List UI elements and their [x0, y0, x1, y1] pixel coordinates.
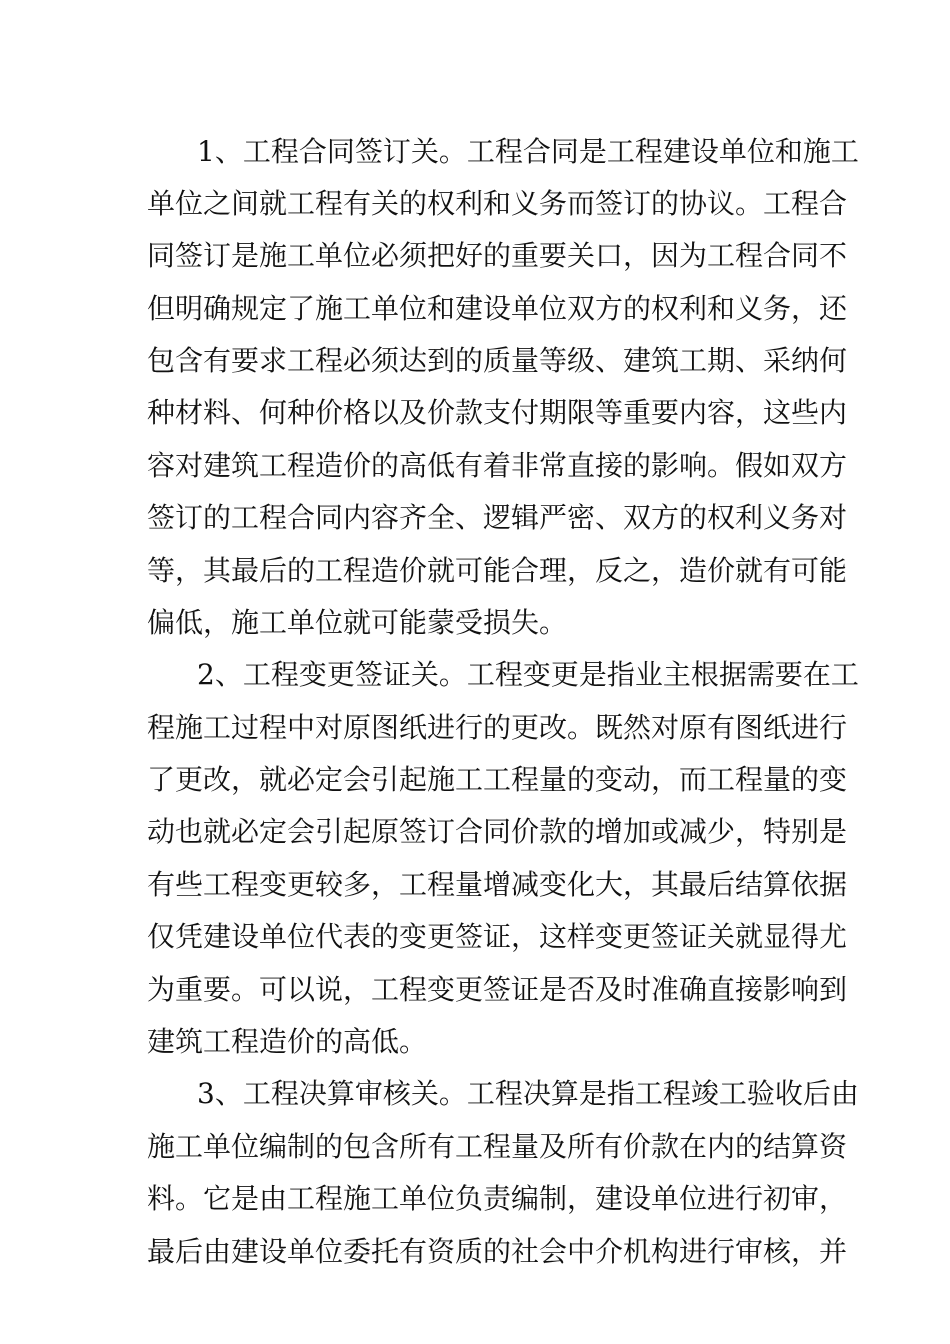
text-line: 但明确规定了施工单位和建设单位双方的权利和义务，还: [147, 292, 848, 325]
text-line: 建筑工程造价的高低。: [147, 1025, 428, 1058]
text-line: 种材料、何种价格以及价款支付期限等重要内容，这些内: [147, 396, 848, 429]
text-line: 仅凭建设单位代表的变更签证，这样变更签证关就显得尤: [147, 920, 848, 953]
text-line: 程施工过程中对原图纸进行的更改。既然对原有图纸进行: [147, 711, 848, 744]
text-line: 最后由建设单位委托有资质的社会中介机构进行审核，并: [147, 1235, 848, 1268]
text-line: 等，其最后的工程造价就可能合理，反之，造价就有可能: [147, 554, 848, 587]
text-line: 3、工程决算审核关。工程决算是指工程竣工验收后由: [197, 1077, 859, 1110]
text-line: 1、工程合同签订关。工程合同是工程建设单位和施工: [197, 135, 859, 168]
text-line: 动也就必定会引起原签订合同价款的增加或减少，特别是: [147, 815, 848, 848]
text-line: 包含有要求工程必须达到的质量等级、建筑工期、采纳何: [147, 344, 848, 377]
text-line: 了更改，就必定会引起施工工程量的变动，而工程量的变: [147, 763, 848, 796]
text-line: 容对建筑工程造价的高低有着非常直接的影响。假如双方: [147, 449, 848, 482]
text-line: 2、工程变更签证关。工程变更是指业主根据需要在工: [197, 658, 859, 691]
text-line: 有些工程变更较多，工程量增减变化大，其最后结算依据: [147, 868, 848, 901]
text-line: 单位之间就工程有关的权利和义务而签订的协议。工程合: [147, 187, 848, 220]
text-line: 料。它是由工程施工单位负责编制，建设单位进行初审，: [147, 1182, 848, 1215]
text-line: 施工单位编制的包含所有工程量及所有价款在内的结算资: [147, 1130, 848, 1163]
text-line: 为重要。可以说，工程变更签证是否及时准确直接影响到: [147, 973, 848, 1006]
text-line: 偏低，施工单位就可能蒙受损失。: [147, 606, 568, 639]
text-line: 签订的工程合同内容齐全、逻辑严密、双方的权利义务对: [147, 501, 848, 534]
text-line: 同签订是施工单位必须把好的重要关口，因为工程合同不: [147, 239, 848, 272]
